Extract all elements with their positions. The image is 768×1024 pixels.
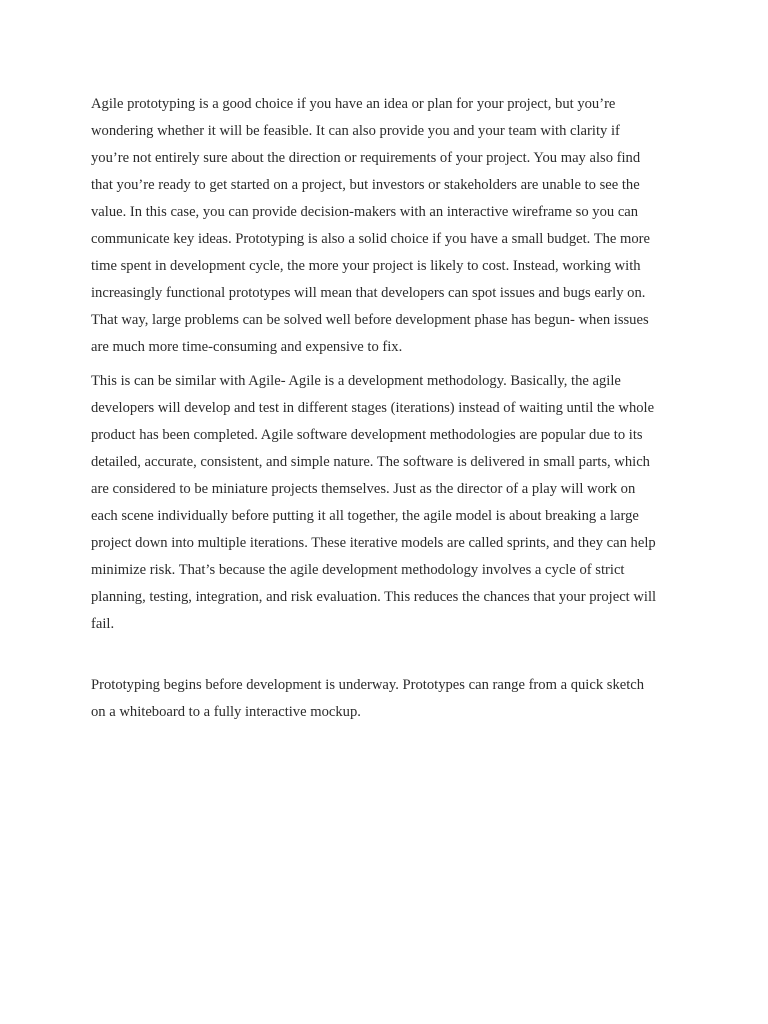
- text-line: are much more time-consuming and expensive to fix.: [91, 339, 403, 355]
- text-line: product has been completed. Agile software development methodologies are popular due to its: [91, 427, 643, 443]
- text-line: Prototyping begins before development is underway. Prototypes can range from a quick sketch: [91, 677, 645, 693]
- text-line: you’re not entirely sure about the direction or requirements of your project. You may also find: [91, 150, 641, 166]
- text-line: Agile prototyping is a good choice if you have an idea or plan for your project, but you’re: [91, 96, 616, 112]
- paragraph-agile-prototyping: [91, 91, 691, 361]
- text-line: are considered to be miniature projects themselves. Just as the director of a play will work on: [91, 481, 636, 497]
- text-line: developers will develop and test in different stages (iterations) instead of waiting until the whole: [91, 400, 655, 416]
- text-line: project down into multiple iterations. These iterative models are called sprints, and they can help: [91, 535, 656, 551]
- text-line: communicate key ideas. Prototyping is also a solid choice if you have a small budget. The more: [91, 231, 651, 247]
- text-line: That way, large problems can be solved well before development phase has begun- when issues: [91, 312, 649, 328]
- text-line: planning, testing, integration, and risk evaluation. This reduces the chances that your project will: [91, 589, 657, 605]
- text-line: This is can be similar with Agile- Agile is a development methodology. Basically, the agile: [91, 373, 621, 389]
- text-line: detailed, accurate, consistent, and simple nature. The software is delivered in small parts, which: [91, 454, 650, 470]
- document-page: [91, 91, 691, 726]
- text-line: time spent in development cycle, the more your project is likely to cost. Instead, working with: [91, 258, 641, 274]
- text-line: on a whiteboard to a fully interactive mockup.: [91, 704, 361, 720]
- text-line: value. In this case, you can provide decision-makers with an interactive wireframe so you can: [91, 204, 639, 220]
- text-line: minimize risk. That’s because the agile development methodology involves a cycle of strict: [91, 562, 625, 578]
- text-line: wondering whether it will be feasible. It can also provide you and your team with clarity if: [91, 123, 620, 139]
- text-line: each scene individually before putting it all together, the agile model is about breaking a large: [91, 508, 639, 524]
- paragraph-agile-methodology: [91, 368, 691, 638]
- text-line: fail.: [91, 616, 115, 632]
- text-line: that you’re ready to get started on a project, but investors or stakeholders are unable to see the: [91, 177, 640, 193]
- text-line: increasingly functional prototypes will mean that developers can spot issues and bugs early on.: [91, 285, 646, 301]
- paragraph-prototyping-begins: [91, 672, 691, 726]
